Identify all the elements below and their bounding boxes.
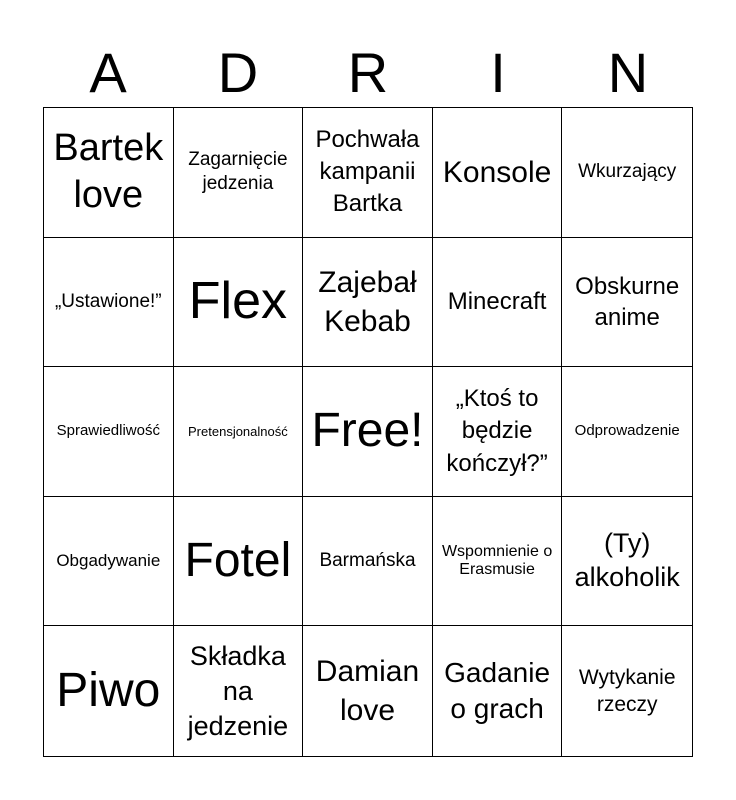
cell-label: Flex [188, 272, 288, 331]
bingo-cell[interactable] [44, 626, 174, 756]
cell-label: Gadanie o grach [444, 656, 551, 725]
bingo-cell[interactable] [562, 626, 692, 756]
cell-label: Składka na jedzenie [187, 640, 289, 741]
cell-label: (Ty) alkoholik [574, 528, 680, 593]
bingo-cell[interactable] [433, 238, 563, 368]
header-letter-2: D [217, 41, 259, 104]
bingo-cell[interactable] [174, 108, 304, 238]
bingo-cell[interactable] [433, 108, 563, 238]
header-letter-4: I [490, 41, 506, 104]
header-letter-3: R [347, 41, 389, 104]
cell-label: Odprowadzenie [574, 422, 680, 440]
cell-label: Zajebał Kebab [318, 265, 417, 338]
bingo-cell[interactable] [44, 108, 174, 238]
bingo-cell[interactable] [433, 626, 563, 756]
bingo-cell[interactable] [44, 238, 174, 368]
bingo-cell[interactable] [303, 497, 433, 627]
cell-label: Pochwała kampanii Bartka [315, 125, 420, 218]
bingo-header [43, 40, 693, 106]
cell-label: Pretensjonalność [188, 423, 288, 439]
cell-label: Obskurne anime [575, 272, 680, 331]
bingo-cell[interactable] [44, 497, 174, 627]
cell-label: Minecraft [447, 287, 547, 315]
bingo-cell free-space[interactable] [303, 367, 433, 497]
bingo-cell[interactable] [562, 497, 692, 627]
cell-label: Fotel [184, 533, 292, 587]
cell-label: Free! [311, 404, 424, 458]
bingo-cell[interactable] [562, 108, 692, 238]
cell-label: Piwo [56, 663, 161, 717]
bingo-cell[interactable] [303, 108, 433, 238]
cell-label: Wspomnienie o Erasmusie [441, 542, 553, 579]
bingo-cell free-space[interactable] [174, 238, 304, 368]
bingo-board [43, 107, 693, 757]
cell-label: „Ktoś to będzie kończył?” [446, 384, 548, 477]
cell-label: Konsole [442, 155, 552, 189]
bingo-cell[interactable] [433, 367, 563, 497]
bingo-cell[interactable] [433, 497, 563, 627]
bingo-cell[interactable] [174, 626, 304, 756]
bingo-cell[interactable] [174, 367, 304, 497]
bingo-cell[interactable] [562, 367, 692, 497]
cell-label: „Ustawione!” [54, 290, 162, 312]
cell-label: Obgadywanie [56, 550, 161, 570]
header-letter-5: N [607, 41, 649, 104]
bingo-cell[interactable] [44, 367, 174, 497]
bingo-cell[interactable] [303, 238, 433, 368]
bingo-cell[interactable] [174, 497, 304, 627]
cell-label: Wkurzający [578, 160, 677, 182]
cell-label: Zagarnięcie jedzenia [188, 148, 288, 195]
header-letter-1: A [89, 41, 127, 104]
bingo-cell[interactable] [562, 238, 692, 368]
cell-label: Damian love [315, 655, 420, 728]
cell-label: Bartek love [53, 126, 164, 217]
cell-label: Wytykanie rzeczy [578, 665, 676, 717]
cell-label: Barmańska [319, 549, 416, 571]
cell-label: Sprawiedliwość [56, 422, 160, 440]
bingo-cell[interactable] [303, 626, 433, 756]
